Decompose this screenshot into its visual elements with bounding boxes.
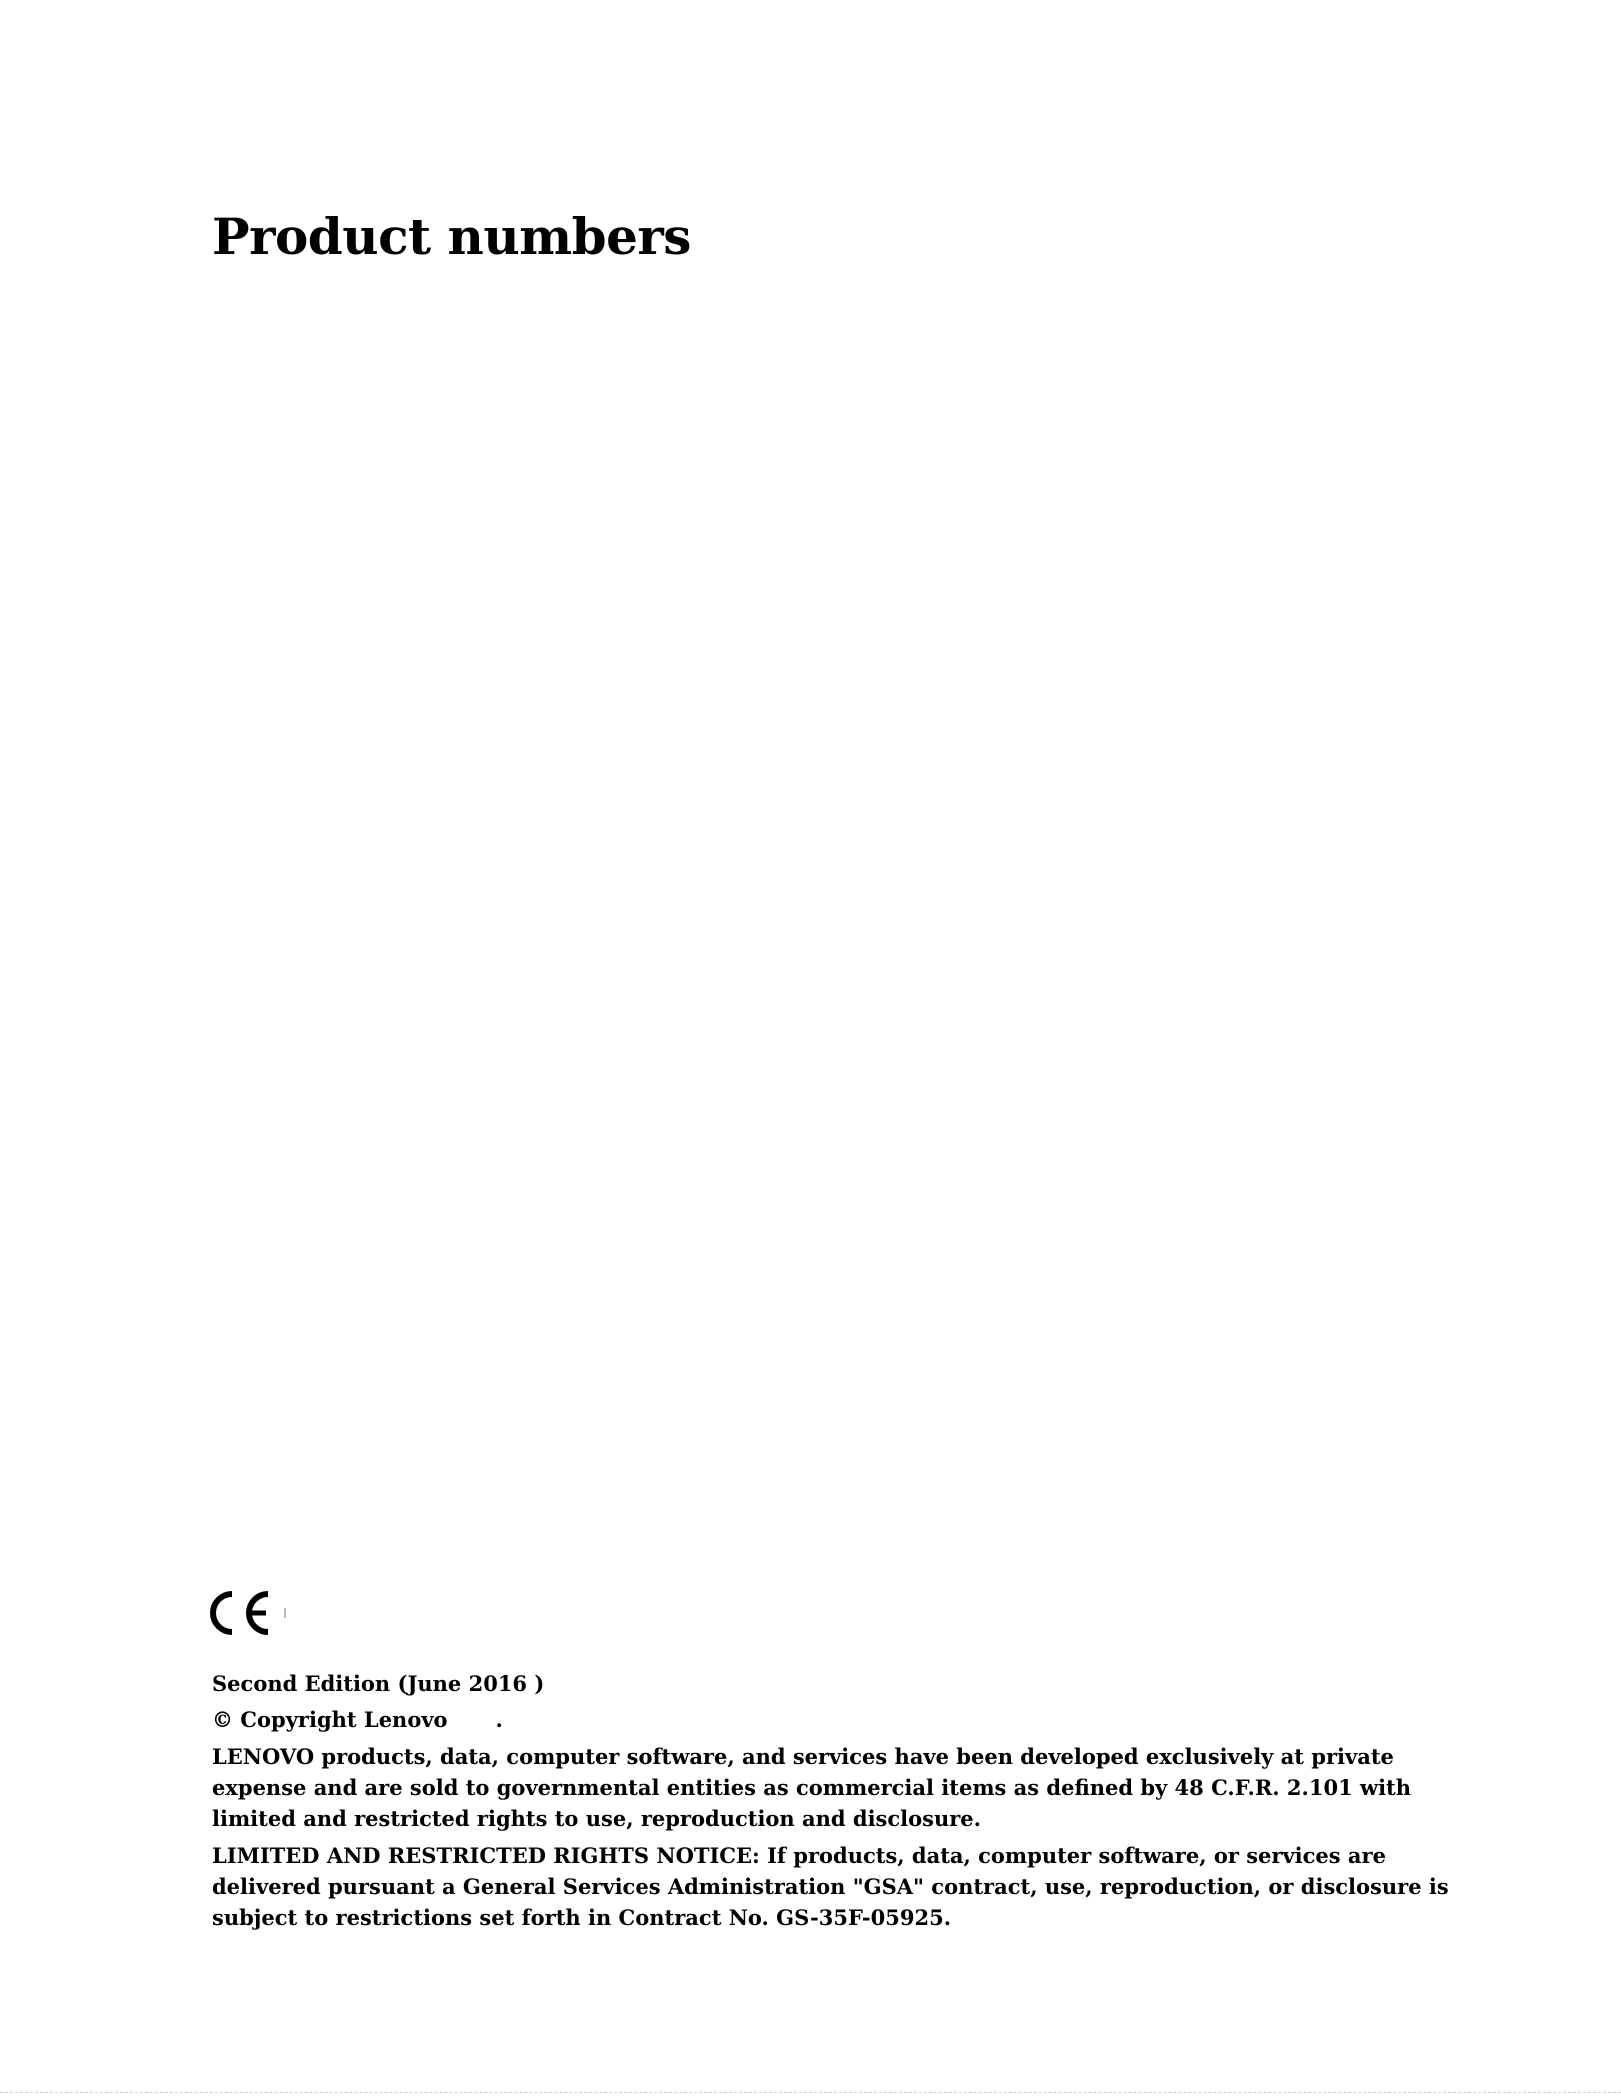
copyright-period: . <box>495 1707 503 1732</box>
copyright-text: © Copyright Lenovo <box>212 1707 448 1732</box>
page-title: Product numbers <box>212 207 691 266</box>
page-bottom-divider <box>0 2092 1621 2093</box>
edition-line: Second Edition (June 2016 ) <box>212 1671 545 1696</box>
copyright-line <box>212 1704 1482 1735</box>
lenovo-rights-paragraph: LENOVO products, data, computer software, and services have been developed exclusively at private expense and are sold to governmental entities as commercial items as defined by 48 C.F.R. 2.101 with limited and restricted rights to use, reproduction and disclosure. <box>212 1744 1412 1831</box>
legal-notice <box>212 1668 1482 1933</box>
restricted-rights-notice: LIMITED AND RESTRICTED RIGHTS NOTICE: If products, data, computer software, or services are delivered pursuant a General Services Administration "GSA" contract, use, reproduction, or disclosure is subject to restrictions set forth in Contract No. GS-35F-05925. <box>212 1843 1449 1930</box>
ce-mark-icon <box>206 1588 292 1638</box>
